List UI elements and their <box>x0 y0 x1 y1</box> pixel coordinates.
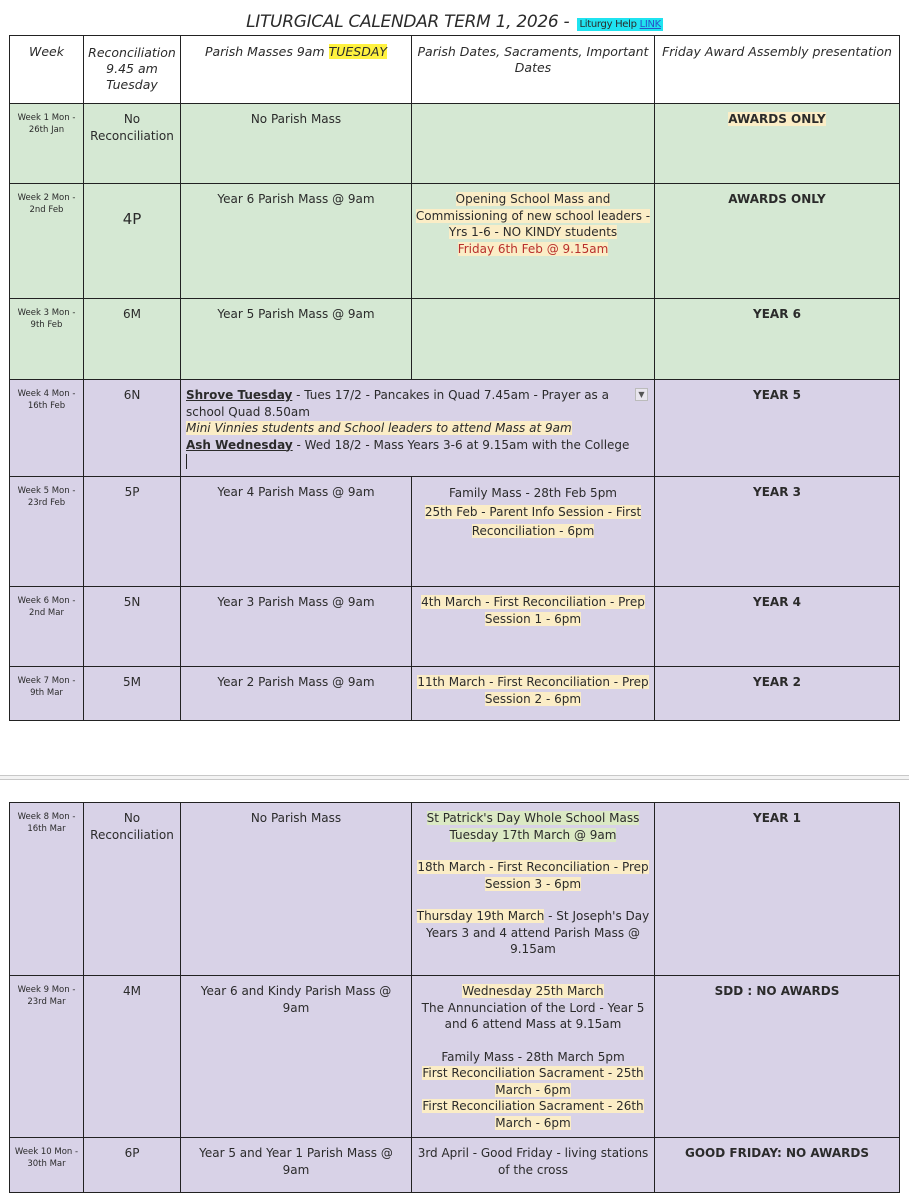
table-row <box>10 380 900 477</box>
page-title <box>0 12 909 32</box>
mass-cell: Year 6 and Kindy Parish Mass @ 9am <box>181 976 412 1138</box>
award-cell: YEAR 2 <box>655 667 900 721</box>
header-parish-masses <box>181 36 412 104</box>
table-row <box>10 1138 900 1193</box>
week-cell: Week 5 Mon - 23rd Feb <box>10 477 84 587</box>
header-awards: Friday Award Assembly presentation <box>655 36 900 104</box>
award-cell: YEAR 6 <box>655 299 900 380</box>
dates-cell <box>412 299 655 380</box>
dates-cell <box>412 667 655 721</box>
shrove-tuesday-text: - Tues 17/2 - Pancakes in Quad 7.45am - Prayer as a school Quad 8.50am <box>186 388 609 419</box>
table-row <box>10 477 900 587</box>
table-row <box>10 667 900 721</box>
header-masses-prefix: Parish Masses 9am <box>204 44 325 59</box>
date-entry: 25th Feb - Parent Info Session - First Reconciliation - 6pm <box>424 505 642 538</box>
dates-cell <box>412 587 655 667</box>
date-entry: 3rd April - Good Friday - living stations of the cross <box>417 1146 649 1177</box>
header-row <box>10 36 900 104</box>
mass-cell: Year 3 Parish Mass @ 9am <box>181 587 412 667</box>
date-entry: - St Joseph's Day Years 3 and 4 attend Parish Mass @ 9.15am <box>426 909 650 956</box>
dates-cell <box>412 976 655 1138</box>
reconciliation-cell: 6N <box>84 380 181 477</box>
header-reconciliation: Reconciliation 9.45 am Tuesday <box>84 36 181 104</box>
reconciliation-cell: 6M <box>84 299 181 380</box>
date-entry: 4th March - First Reconciliation - Prep Session 1 - 6pm <box>421 595 645 626</box>
title-text: LITURGICAL CALENDAR TERM 1, 2026 - <box>246 12 570 32</box>
ash-wednesday-label: Ash Wednesday <box>186 437 293 452</box>
week-cell: Week 1 Mon - 26th Jan <box>10 104 84 184</box>
mass-cell: Year 6 Parish Mass @ 9am <box>181 184 412 299</box>
award-cell: AWARDS ONLY <box>655 184 900 299</box>
dates-cell <box>412 184 655 299</box>
calendar-table-page-1 <box>9 35 900 721</box>
date-entry: 11th March - First Reconciliation - Prep Session 2 - 6pm <box>417 675 649 706</box>
reconciliation-cell: 5N <box>84 587 181 667</box>
reconciliation-cell: 5M <box>84 667 181 721</box>
date-entry: Opening School Mass and Commissioning of new school leaders - Yrs 1-6 - NO KINDY students <box>415 192 651 239</box>
table-row <box>10 184 900 299</box>
award-cell: GOOD FRIDAY: NO AWARDS <box>655 1138 900 1193</box>
date-entry: First Reconciliation Sacrament - 26th March - 6pm <box>422 1099 644 1130</box>
header-masses-day: TUESDAY <box>328 44 388 59</box>
table-row <box>10 299 900 380</box>
liturgy-help-label: Liturgy Help <box>579 19 637 30</box>
week-cell: Week 7 Mon - 9th Mar <box>10 667 84 721</box>
reconciliation-cell: No Reconciliation <box>84 104 181 184</box>
award-cell <box>655 104 900 184</box>
table-row <box>10 976 900 1138</box>
reconciliation-cell: 5P <box>84 477 181 587</box>
reconciliation-cell: 4M <box>84 976 181 1138</box>
liturgy-help-badge[interactable] <box>577 18 662 31</box>
header-parish-dates: Parish Dates, Sacraments, Important Dates <box>412 36 655 104</box>
mass-cell: Year 2 Parish Mass @ 9am <box>181 667 412 721</box>
award-cell: YEAR 3 <box>655 477 900 587</box>
text-cursor <box>186 454 187 469</box>
dates-cell <box>412 477 655 587</box>
award-cell: YEAR 4 <box>655 587 900 667</box>
page-break-divider <box>0 775 909 780</box>
dates-cell <box>412 803 655 976</box>
week-cell: Week 2 Mon - 2nd Feb <box>10 184 84 299</box>
award-cell: YEAR 5 <box>655 380 900 477</box>
date-entry: Wednesday 25th March <box>462 984 604 998</box>
date-entry: Thursday 19th March <box>416 909 545 923</box>
header-week: Week <box>10 36 84 104</box>
mass-cell: No Parish Mass <box>181 803 412 976</box>
table-row <box>10 104 900 184</box>
date-entry: 18th March - First Reconciliation - Prep Session 3 - 6pm <box>417 860 649 891</box>
mass-cell: No Parish Mass <box>181 104 412 184</box>
week-cell: Week 3 Mon - 9th Feb <box>10 299 84 380</box>
week-cell: Week 4 Mon - 16th Feb <box>10 380 84 477</box>
week-cell: Week 8 Mon - 16th Mar <box>10 803 84 976</box>
date-entry: The Annunciation of the Lord - Year 5 and 6 attend Mass at 9.15am <box>421 1000 645 1031</box>
week-cell: Week 9 Mon - 23rd Mar <box>10 976 84 1138</box>
dates-cell <box>412 104 655 184</box>
dates-cell <box>412 1138 655 1193</box>
ash-wednesday-text: - Wed 18/2 - Mass Years 3-6 at 9.15am with the College <box>292 437 630 452</box>
date-entry: First Reconciliation Sacrament - 25th March - 6pm <box>422 1066 644 1097</box>
date-entry: Family Mass - 28th March 5pm <box>441 1049 625 1064</box>
reconciliation-cell: No Reconciliation <box>84 803 181 976</box>
week-cell: Week 10 Mon - 30th Mar <box>10 1138 84 1193</box>
week-cell: Week 6 Mon - 2nd Mar <box>10 587 84 667</box>
liturgy-help-link[interactable]: LINK <box>639 19 661 30</box>
date-entry: Friday 6th Feb @ 9.15am <box>457 241 609 256</box>
dropdown-icon[interactable]: ▼ <box>635 388 648 401</box>
award-label: AWARDS ONLY <box>728 112 826 126</box>
table-row <box>10 587 900 667</box>
award-cell: SDD : NO AWARDS <box>655 976 900 1138</box>
table-row <box>10 803 900 976</box>
mini-vinnies-note: Mini Vinnies students and School leaders to attend Mass at 9am <box>186 421 572 435</box>
mass-cell: Year 5 Parish Mass @ 9am <box>181 299 412 380</box>
date-entry: Family Mass - 28th Feb 5pm <box>449 486 617 500</box>
date-entry: St Patrick's Day Whole School Mass Tuesday 17th March @ 9am <box>426 811 640 842</box>
calendar-table-page-2 <box>9 802 900 1193</box>
shrove-tuesday-label: Shrove Tuesday <box>186 388 293 402</box>
reconciliation-cell: 6P <box>84 1138 181 1193</box>
award-cell: YEAR 1 <box>655 803 900 976</box>
reconciliation-cell: 4P <box>84 184 181 299</box>
mass-cell: Year 5 and Year 1 Parish Mass @ 9am <box>181 1138 412 1193</box>
mass-cell: Year 4 Parish Mass @ 9am <box>181 477 412 587</box>
merged-events-cell[interactable] <box>181 380 655 477</box>
